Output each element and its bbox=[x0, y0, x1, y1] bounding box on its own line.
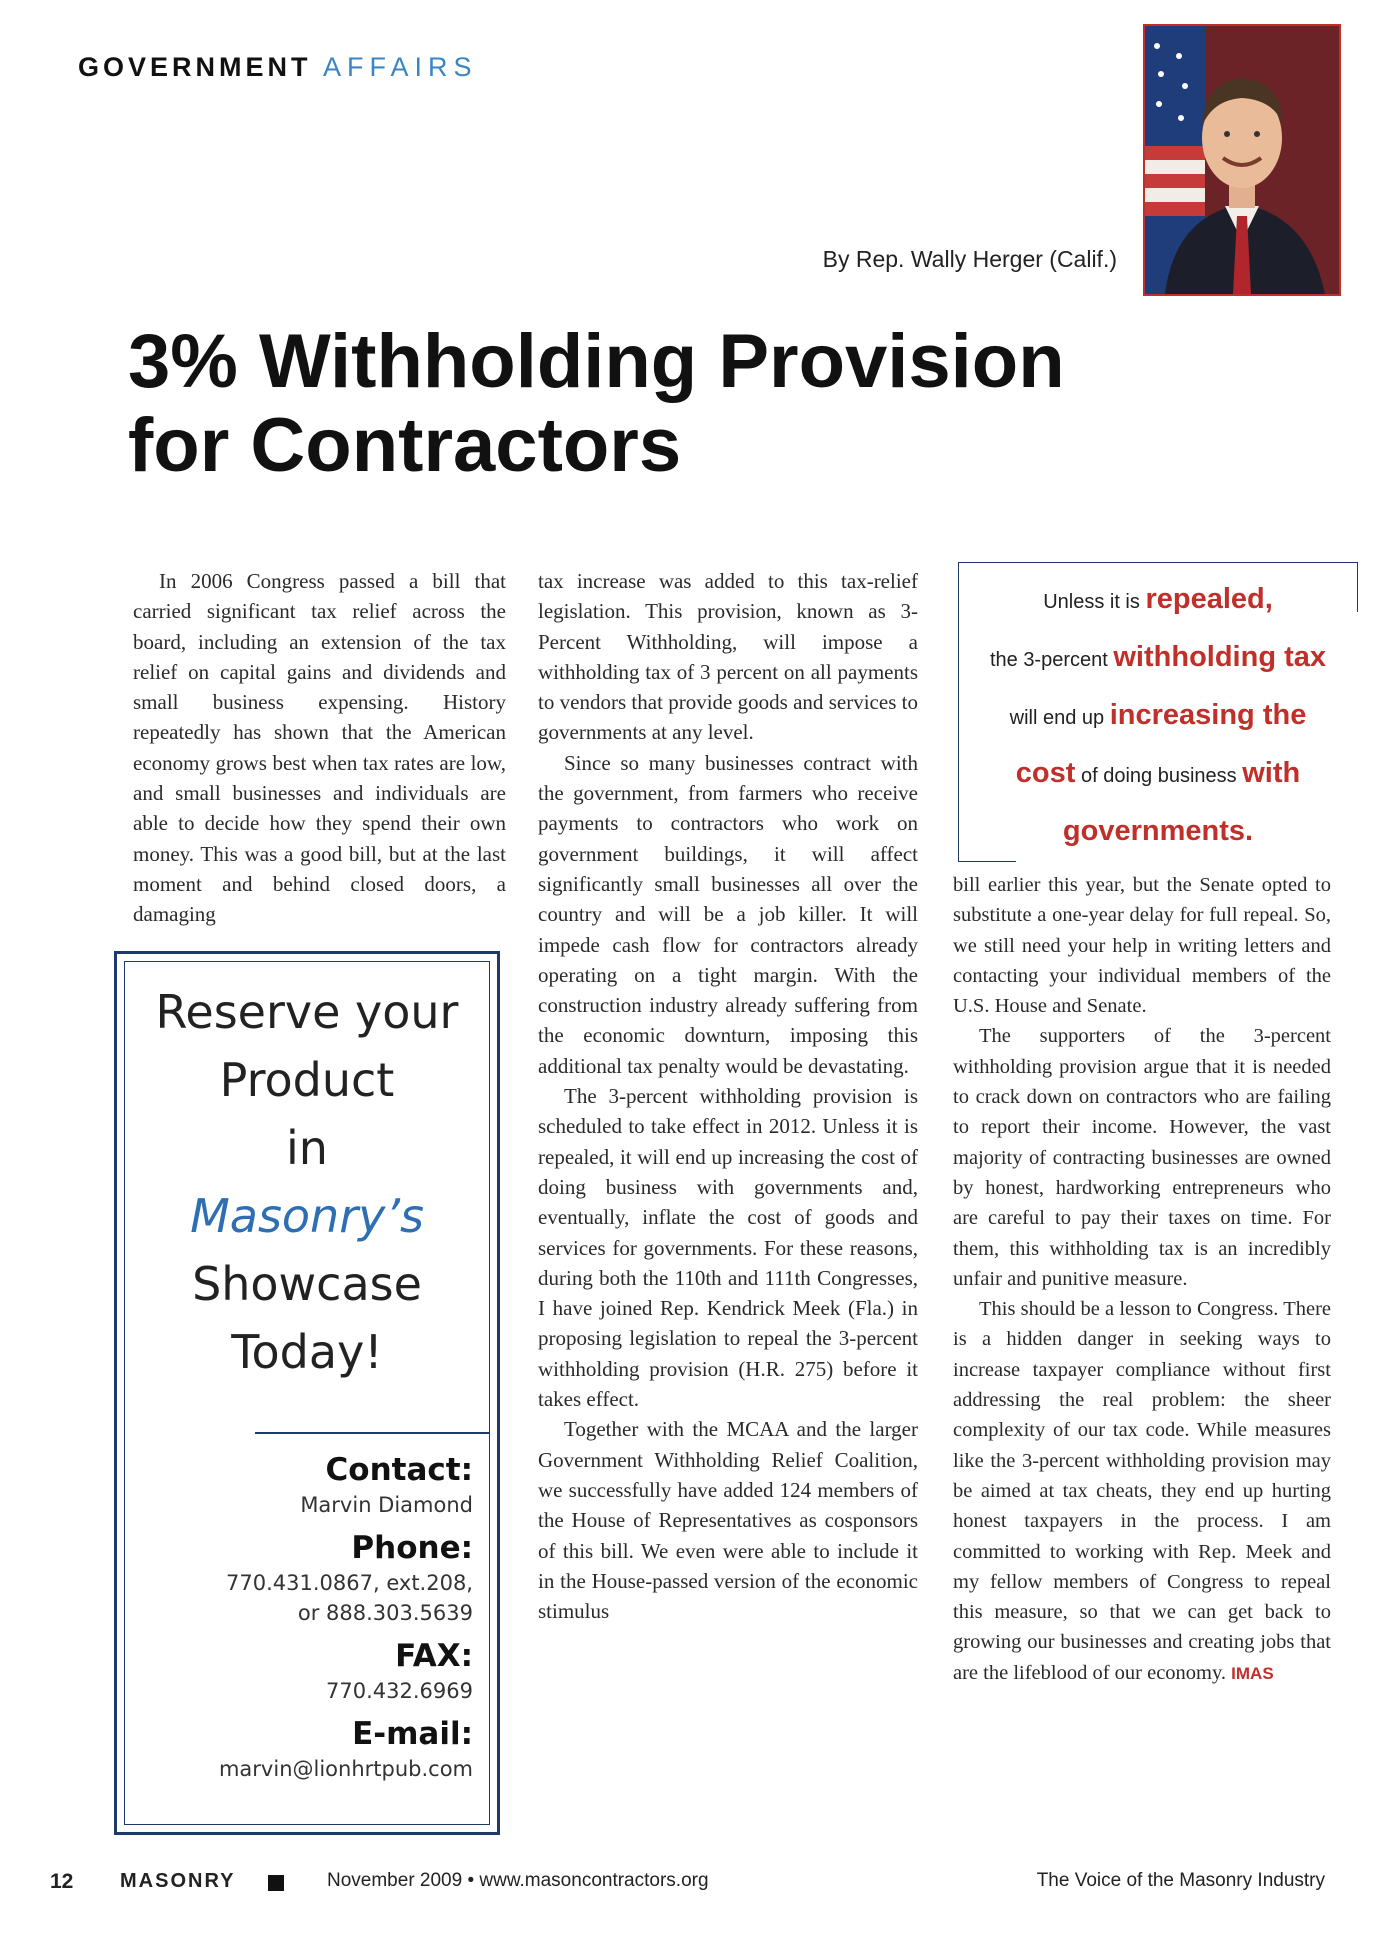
section-heading-primary: GOVERNMENT bbox=[78, 52, 312, 82]
paragraph bbox=[953, 1294, 1331, 1689]
footer-square-bullet bbox=[268, 1875, 284, 1891]
pull-quote-plain: Unless it is bbox=[1043, 591, 1140, 613]
pull-quote-emphasis: governments. bbox=[1062, 815, 1254, 847]
pull-quote-plain: the 3-percent bbox=[989, 649, 1108, 671]
author-portrait-illustration bbox=[1145, 26, 1339, 294]
pull-quote-text bbox=[958, 562, 1358, 862]
pull-quote-plain: of doing business bbox=[1080, 765, 1237, 787]
paragraph: bill earlier this year, but the Senate opted to substitute a one-year delay for full repeal. So, we still need your help in writing letters and contacting your individual members of the U.S. House and Senate. bbox=[953, 874, 1331, 1018]
email-label: E-mail: bbox=[352, 1716, 473, 1752]
contact-label: Contact: bbox=[325, 1452, 473, 1488]
ad-line-highlight: Masonry’s bbox=[190, 1189, 424, 1243]
phone-number: 770.431.0867, ext.208, bbox=[226, 1571, 473, 1595]
byline: By Rep. Wally Herger (Calif.) bbox=[822, 246, 1117, 272]
showcase-ad-inner-frame bbox=[124, 961, 490, 1825]
article-title-line1: 3% Withholding Provision bbox=[128, 319, 1065, 404]
magazine-name: MASONRY bbox=[120, 1870, 236, 1892]
email-link[interactable]: marvin@lionhrtpub.com bbox=[218, 1757, 473, 1781]
ad-line: Today! bbox=[231, 1325, 383, 1379]
fax-number: 770.432.6969 bbox=[326, 1679, 473, 1703]
page-number: 12 bbox=[50, 1870, 74, 1893]
pull-quote-emphasis: repealed, bbox=[1145, 583, 1273, 615]
paragraph: In 2006 Congress passed a bill that carried significant tax relief across the board, including an extension of the tax relief on capital gains and dividends and small business expensing. History repeatedly has shown that the American economy grows best when tax rates are low, and small businesses and individuals are able to decide how they spend their own money. This was a good bill, but at the last moment and behind closed doors, a damaging bbox=[133, 569, 506, 927]
paragraph: The supporters of the 3-percent withholding provision argue that it is needed to crack down on contractors who are failing to report their income. However, the vast majority of contracting businesses are owned by honest, hardworking entrepreneurs who are careful to pay their taxes on time. For them, this withholding tax is an incredibly unfair and punitive measure. bbox=[953, 1025, 1331, 1290]
contact-name: Marvin Diamond bbox=[300, 1493, 473, 1517]
phone-label: Phone: bbox=[351, 1530, 473, 1566]
ad-line: Product bbox=[219, 1053, 395, 1107]
article-column-1 bbox=[133, 566, 506, 930]
pull-quote-emphasis: withholding tax bbox=[1113, 641, 1327, 673]
end-mark: IMAS bbox=[1231, 1663, 1274, 1683]
phone-number-alt: or 888.303.5639 bbox=[297, 1601, 473, 1625]
ad-line: in bbox=[286, 1121, 328, 1175]
pull-quote-emphasis: with bbox=[1242, 757, 1301, 789]
section-heading-secondary: AFFAIRS bbox=[323, 52, 478, 82]
pull-quote-emphasis: increasing the bbox=[1109, 699, 1307, 731]
article-title bbox=[128, 320, 1228, 488]
pull-quote-plain: will end up bbox=[1009, 707, 1105, 729]
ad-contact-block bbox=[133, 1450, 473, 1792]
footer-tagline: The Voice of the Masonry Industry bbox=[1036, 1870, 1325, 1891]
pull-quote-emphasis: cost bbox=[1015, 757, 1076, 789]
paragraph: Since so many businesses contract with the government, from farmers who receive payments to contractors who work on government buildings, it will affect significantly small businesses all over the country and will be a job killer. It will impede cash flow for contractors already operating on a tight margin. With the construction industry already suffering from the economic downturn, imposing this additional tax penalty would be devastating. bbox=[538, 750, 918, 1078]
paragraph: tax increase was added to this tax-relief legislation. This provision, known as 3-Percent Withholding, will impose a withholding tax of 3 percent on all payments to vendors that provide goods and services to governments at any level. bbox=[538, 569, 918, 745]
footer-date-url[interactable]: November 2009 • www.masoncontractors.org bbox=[327, 1870, 709, 1891]
paragraph: The 3-percent withholding provision is scheduled to take effect in 2012. Unless it is repealed, it will end up increasing the cost of doing business with governments and, eventually, inflate the cost of goods and services for governments. For these reasons, during both the 110th and 111th Congresses, I have joined Rep. Kendrick Meek (Fla.) in proposing legislation to repeal the 3-percent withholding provision (H.R. 275) before it takes effect. bbox=[538, 1084, 918, 1412]
pull-quote bbox=[958, 562, 1358, 862]
author-photo bbox=[1143, 24, 1341, 296]
showcase-ad-headline bbox=[125, 978, 489, 1386]
section-heading bbox=[78, 52, 478, 83]
paragraph-text: This should be a lesson to Congress. There is a hidden danger in seeking ways to increase taxpayer compliance without first addressing the real problem: the sheer complexity of our tax code. While measures like the 3-percent withholding provision may be aimed at tax cheats, they end up hurting honest taxpayers in the process. I am committed to working with Rep. Meek and my fellow members of Congress to repeal this measure, so that we can get back to growing our businesses and creating jobs that are the lifeblood of our economy. bbox=[953, 1298, 1331, 1684]
ad-line: Reserve your bbox=[155, 985, 459, 1039]
ad-line: Showcase bbox=[192, 1257, 422, 1311]
ad-divider bbox=[255, 1432, 489, 1434]
article-column-3 bbox=[953, 870, 1331, 1689]
article-column-2 bbox=[538, 566, 918, 1626]
fax-label: FAX: bbox=[395, 1638, 473, 1674]
article-title-line2: for Contractors bbox=[128, 403, 682, 488]
showcase-ad bbox=[114, 951, 500, 1835]
paragraph: Together with the MCAA and the larger Government Withholding Relief Coalition, we successfully have added 124 members of the House of Representatives as cosponsors of this bill. We even were able to include it in the House-passed version of the economic stimulus bbox=[538, 1417, 918, 1624]
